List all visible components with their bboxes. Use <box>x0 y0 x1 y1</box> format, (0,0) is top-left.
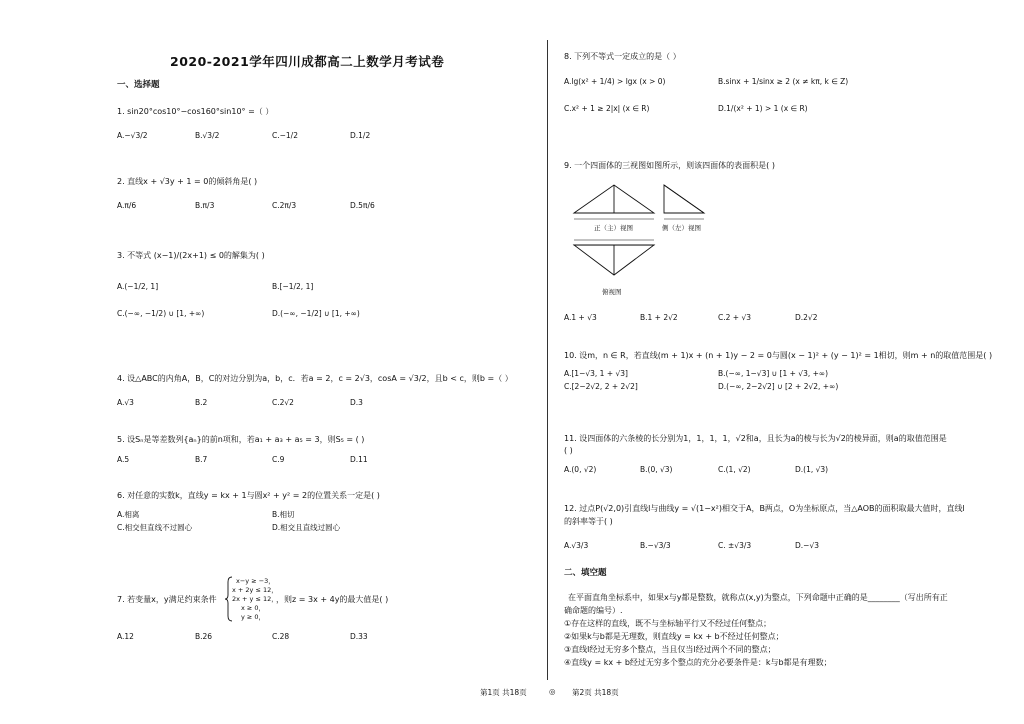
q1-option-a: A.−√3/2 <box>117 131 148 140</box>
question-10: 10. 设m，n ∈ R，若直线(m + 1)x + (n + 1)y − 2 = 0与圆(x − 1)² + (y − 1)² = 1相切，则m + n的取值范围是( ) <box>564 351 993 360</box>
q1-option-b: B.√3/2 <box>195 131 220 140</box>
q2-option-d: D.5π/6 <box>350 201 375 210</box>
question-4: 4. 设△ABC的内角A，B，C的对边分别为a，b，c．若a = 2，c = 2√3，cosA = √3/2，且b < c，则b =（ ） <box>117 374 513 383</box>
q7-option-c: C.28 <box>272 632 290 641</box>
q7-constraint-3: 2x + y ≤ 12， <box>232 595 278 603</box>
q13-statement-2: ②如果k与b都是无理数，则直线y = kx + b不经过任何整点； <box>564 632 784 641</box>
q6-option-d: D.相交且直线过圆心 <box>272 523 341 532</box>
q11-option-c: C.(1, √2) <box>718 465 751 474</box>
section-choice-heading: 一、选择题 <box>117 80 160 90</box>
q11-option-d: D.(1, √3) <box>795 465 829 474</box>
question-8: 8. 下列不等式一定成立的是（ ） <box>564 52 681 61</box>
question-13-line1: 在平面直角坐标系中，如果x与y都是整数，就称点(x,y)为整点，下列命题中正确的是________（写出所有正 <box>568 593 948 602</box>
question-2: 2. 直线x + √3y + 1 = 0的倾斜角是( ) <box>117 177 258 186</box>
q13-statement-3: ③直线l经过无穷多个整点，当且仅当l经过两个不同的整点； <box>564 645 776 654</box>
q7-constraint-2: x + 2y ≤ 12， <box>232 586 278 594</box>
q7-option-b: B.26 <box>195 632 213 641</box>
q9-option-c: C.2 + √3 <box>718 313 751 322</box>
top-view-drawing <box>574 240 654 275</box>
q12-option-b: B.−√3/3 <box>640 541 671 550</box>
q2-option-b: B.π/3 <box>195 201 215 210</box>
q4-option-c: C.2√2 <box>272 398 294 407</box>
q2-option-a: A.π/6 <box>117 201 137 210</box>
q1-option-d: D.1/2 <box>350 131 371 140</box>
q9-option-a: A.1 + √3 <box>564 313 597 322</box>
right-page <box>552 0 1024 724</box>
q9-option-b: B.1 + 2√2 <box>640 313 678 322</box>
three-view-figure <box>566 183 726 301</box>
q6-option-a: A.相离 <box>117 510 140 519</box>
top-view-label: 俯视图 <box>602 288 622 296</box>
front-view-drawing <box>574 185 654 219</box>
footer-separator: ◎ <box>549 687 556 696</box>
q3-option-b: B.[−1/2, 1] <box>272 282 314 291</box>
q10-option-c: C.[2−2√2, 2 + 2√2] <box>564 382 638 391</box>
q10-option-d: D.(−∞, 2−2√2] ∪ [2 + 2√2, +∞) <box>718 382 839 391</box>
q6-option-b: B.相切 <box>272 510 295 519</box>
question-13-line2: 确命题的编号）. <box>564 606 623 615</box>
footer-page-left: 第1页 共18页 <box>480 688 527 697</box>
q5-option-d: D.11 <box>350 455 368 464</box>
q7-constraint-4: x ≥ 0， <box>241 604 266 612</box>
q2-option-c: C.2π/3 <box>272 201 297 210</box>
q3-option-d: D.(−∞, −1/2] ∪ [1, +∞) <box>272 309 360 318</box>
q9-option-d: D.2√2 <box>795 313 818 322</box>
exam-title: 2020-2021学年四川成都高二上数学月考试卷 <box>170 54 445 69</box>
question-1: 1. sin20°cos10°−cos160°sin10° =（ ） <box>117 107 274 116</box>
q12-option-c: C. ±√3/3 <box>718 541 752 550</box>
question-3: 3. 不等式 (x−1)/(2x+1) ≤ 0的解集为( ) <box>117 251 265 260</box>
front-view-label: 正（主）视图 <box>594 224 633 232</box>
q5-option-c: C.9 <box>272 455 285 464</box>
q8-option-a: A.lg(x² + 1/4) > lgx (x > 0) <box>564 77 666 86</box>
question-11-line2: ( ) <box>564 446 573 455</box>
question-5: 5. 设Sₙ是等差数列{aₙ}的前n项和，若a₁ + a₃ + a₅ = 3，则S₅ = ( ) <box>117 435 365 444</box>
question-7-tail: ，则z = 3x + 4y的最大值是( ) <box>276 595 389 604</box>
q8-option-b: B.sinx + 1/sinx ≥ 2 (x ≠ kπ, k ∈ Z) <box>718 77 849 86</box>
q7-constraint-5: y ≥ 0， <box>241 613 266 621</box>
question-7-lead: 7. 若变量x，y满足约束条件 <box>117 595 217 604</box>
q7-option-a: A.12 <box>117 632 134 641</box>
q5-option-a: A.5 <box>117 455 130 464</box>
q12-option-d: D.−√3 <box>795 541 819 550</box>
q7-constraint-1: x−y ≥ −3， <box>236 577 275 585</box>
q8-option-c: C.x² + 1 ≥ 2|x| (x ∈ R) <box>564 104 650 113</box>
section-fill-heading: 二、填空题 <box>564 568 607 578</box>
q10-option-a: A.[1−√3, 1 + √3] <box>564 369 628 378</box>
q5-option-b: B.7 <box>195 455 208 464</box>
q3-option-a: A.(−1/2, 1] <box>117 282 159 291</box>
q11-option-a: A.(0, √2) <box>564 465 597 474</box>
question-11-line1: 11. 设四面体的六条棱的长分别为1，1，1，1，√2和a，且长为a的棱与长为√2的棱异面，则a的取值范围是 <box>564 434 947 443</box>
q11-option-b: B.(0, √3) <box>640 465 673 474</box>
q6-option-c: C.相交但直线不过圆心 <box>117 523 193 532</box>
question-12-line2: 的斜率等于( ) <box>564 517 613 526</box>
footer-page-right: 第2页 共18页 <box>572 688 619 697</box>
side-view-label: 侧（左）视图 <box>662 224 701 232</box>
question-6: 6. 对任意的实数k，直线y = kx + 1与圆x² + y² = 2的位置关系一定是( ) <box>117 491 380 500</box>
q3-option-c: C.(−∞, −1/2) ∪ [1, +∞) <box>117 309 205 318</box>
q8-option-d: D.1/(x² + 1) > 1 (x ∈ R) <box>718 104 808 113</box>
q12-option-a: A.√3/3 <box>564 541 589 550</box>
q13-statement-1: ①存在这样的直线，既不与坐标轴平行又不经过任何整点； <box>564 619 772 628</box>
q4-option-a: A.√3 <box>117 398 134 407</box>
q4-option-d: D.3 <box>350 398 363 407</box>
q1-option-c: C.−1/2 <box>272 131 298 140</box>
q13-statement-4: ④直线y = kx + b经过无穷多个整点的充分必要条件是：k与b都是有理数； <box>564 658 832 667</box>
question-9: 9. 一个四面体的三视图如图所示，则该四面体的表面积是( ) <box>564 161 775 170</box>
q4-option-b: B.2 <box>195 398 208 407</box>
q7-option-d: D.33 <box>350 632 368 641</box>
q10-option-b: B.(−∞, 1−√3] ∪ [1 + √3, +∞) <box>718 369 829 378</box>
page-divider <box>547 40 548 680</box>
side-view-drawing <box>664 185 704 219</box>
question-12-line1: 12. 过点P(√2,0)引直线l与曲线y = √(1−x²)相交于A，B两点，O为坐标原点，当△AOB的面积取最大值时，直线l <box>564 504 965 513</box>
